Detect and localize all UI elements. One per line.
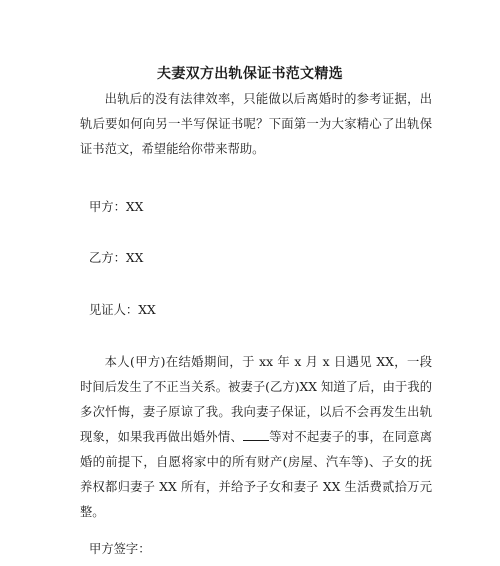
body-text-part2: 等对不起妻子的事，在同意离婚的前提下，自愿将家中的所有财产(房屋、汽车等)、子女的抚养权都归妻子 XX 所有，并给予子女和妻子 XX 生活费贰拾万元整。: [80, 430, 432, 519]
signature-a-line: 甲方签字：: [89, 542, 151, 556]
body-paragraph: [80, 350, 432, 525]
intro-paragraph: 出轨后的没有法律效率，只能做以后离婚时的参考证据，出轨后要如何向另一半写保证书呢？下面第一为大家精心了出轨保证书范文，希望能给你带来帮助。: [80, 92, 432, 156]
witness-line: 见证人：XX: [89, 303, 156, 317]
body-text-part1: 本人(甲方)在结婚期间，于 xx 年 x 月 x 日遇见 XX，一段时间后发生了不正当关系。被妻子(乙方)XX 知道了后，由于我的多次忏悔，妻子原谅了我。我向妻子保证，以后不会再发生出轨现象，如果我再做出婚外情、: [80, 355, 432, 444]
party-a-line: 甲方：XX: [89, 200, 144, 214]
party-b-line: 乙方：XX: [89, 251, 144, 265]
document-title: 夫妻双方出轨保证书范文精选: [157, 66, 343, 82]
fill-blank: [243, 428, 269, 441]
